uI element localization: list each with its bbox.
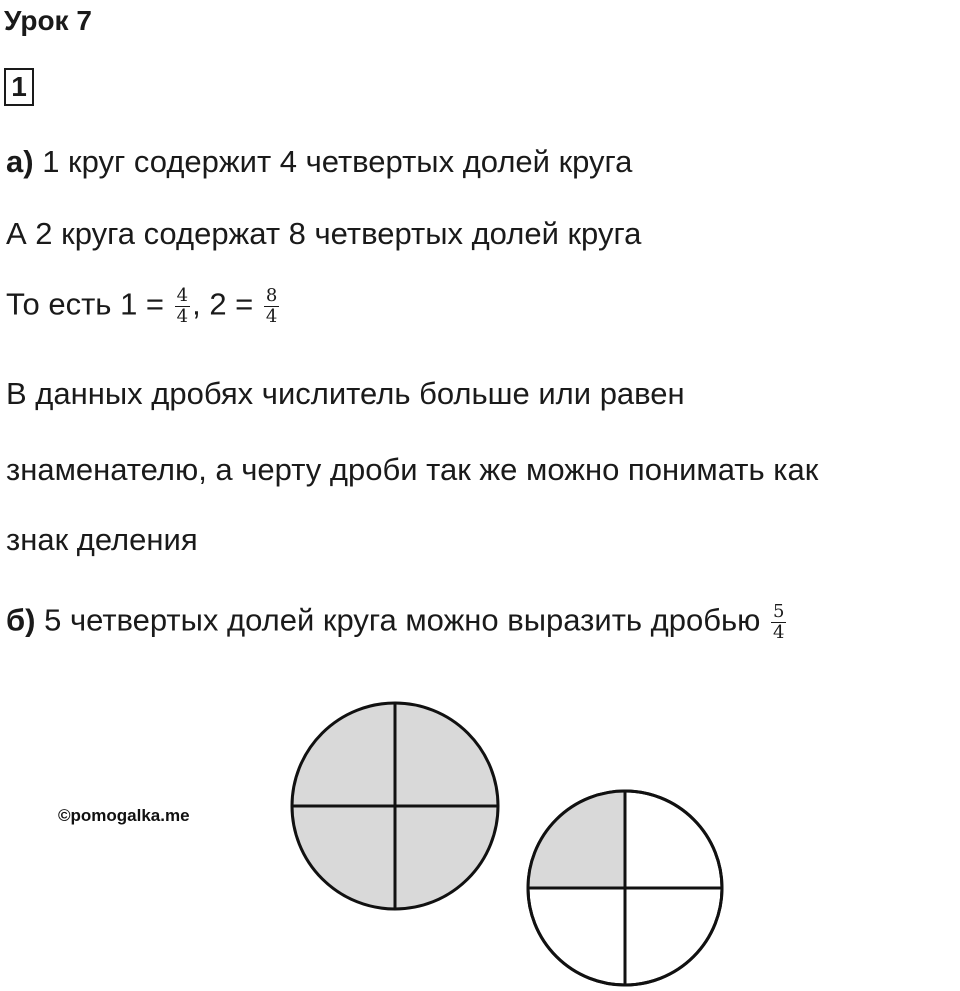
circle-whole xyxy=(292,703,498,909)
fraction-numerator: 8 xyxy=(265,285,278,306)
part-a-line-3-mid: , 2 = xyxy=(192,286,262,322)
part-a-text-1: 1 круг содержит 4 четвертых долей круга xyxy=(33,144,633,179)
part-b-text: 5 четвертых долей круга можно выразить дробью xyxy=(35,602,769,638)
circle-quarter xyxy=(528,791,722,985)
part-a-label: а) xyxy=(6,144,34,179)
part-a-line-6: знак деления xyxy=(6,522,198,557)
part-a-line-2: А 2 круга содержат 8 четвертых долей круга xyxy=(6,216,642,251)
lesson-title: Урок 7 xyxy=(4,5,92,36)
part-b-label: б) xyxy=(6,602,36,638)
part-a-line-3-prefix: То есть 1 = xyxy=(6,286,173,322)
task-number-box: 1 xyxy=(4,68,34,106)
fraction-numerator: 4 xyxy=(176,285,189,306)
fraction-denominator: 4 xyxy=(773,622,785,643)
part-a-line-4: В данных дробях числитель больше или равен xyxy=(6,376,685,411)
part-a-line-5: знаменателю, а черту дроби так же можно понимать как xyxy=(6,452,819,487)
watermark: ©pomogalka.me xyxy=(58,806,190,825)
fraction-denominator: 4 xyxy=(176,306,189,327)
fraction-numerator: 5 xyxy=(773,601,785,622)
fraction-denominator: 4 xyxy=(265,306,278,327)
